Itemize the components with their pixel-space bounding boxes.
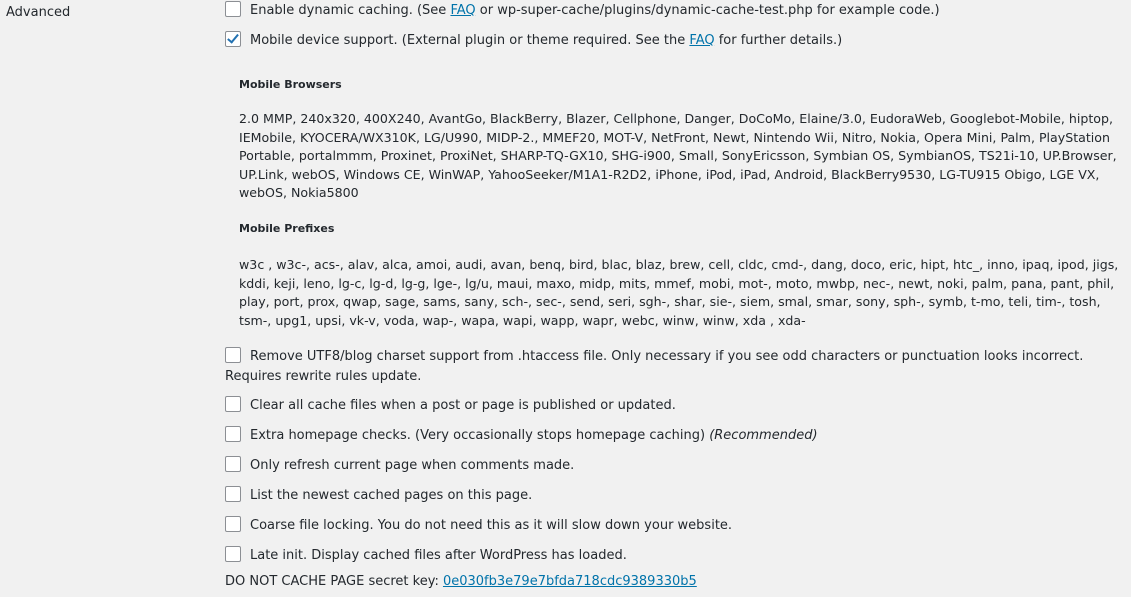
list-newest-text: List the newest cached pages on this page. [250,488,533,503]
mobile-browsers-heading: Mobile Browsers [239,78,342,91]
clear-all-text: Clear all cache files when a post or page is published or updated. [250,398,676,413]
refresh-current-text: Only refresh current page when comments made. [250,458,575,473]
mobile-browsers-list: 2.0 MMP, 240x320, 400X240, AvantGo, BlackBerry, Blazer, Cellphone, Danger, DoCoMo, Elaine/3.0, EudoraWeb, Googlebot-Mobile, hiptop, IEMobile, KYOCERA/WX310K, LG/U990, MIDP-2., MMEF20, MOT-V, NetFront, Newt, Nintendo Wii, Nitro, Nokia, Opera Mini, Palm, PlayStation Portable, portalmmm, Proxinet, ProxiNet, SHARP-TQ-GX10, SHG-i900, Small, SonyEricsson, Symbian OS, SymbianOS, TS21i-10, UP.Browser, UP.Link, webOS, Windows CE, WinWAP, YahooSeeker/M1A1-R2D2, iPhone, iPod, iPad, Android, BlackBerry9530, LG-TU915 Obigo, LGE VX, webOS, Nokia5800 [239,111,1117,200]
late-init-checkbox[interactable] [225,546,241,562]
mobile-support-checkbox[interactable] [225,31,241,47]
mobile-prefixes-heading: Mobile Prefixes [239,222,335,235]
late-init-text: Late init. Display cached files after WordPress has loaded. [250,548,627,563]
secret-key-label: DO NOT CACHE PAGE secret key: [225,574,443,589]
list-newest-checkbox[interactable] [225,486,241,502]
mobile-prefixes-list: w3c , w3c-, acs-, alav, alca, amoi, audi, avan, benq, bird, blac, blaz, brew, cell, cldc, cmd-, dang, doco, eric, hipt, htc_, inno, ipaq, ipod, jigs, kddi, keji, leno, lg-c, lg-d, lg-g, lge-, lg/u, maui, maxo, midp, mits, mmef, mobi, mot-, moto, mwbp, nec-, newt, noki, palm, pana, pant, phil, play, port, prox, qwap, sage, sams, sany, sch-, sec-, send, seri, sgh-, shar, sie-, siem, smal, smar, sony, sph-, symb, t-mo, teli, tim-, tosh, tsm-, upg1, upsi, vk-v, voda, wap-, wapa, wapi, wapp, wapr, webc, winw, winw, xda , xda- [239,257,1119,328]
dynamic-caching-checkbox[interactable] [225,1,241,17]
extra-homepage-checkbox[interactable] [225,426,241,442]
coarse-locking-text: Coarse file locking. You do not need this as it will slow down your website. [250,518,733,533]
option-extra-homepage [225,426,1129,446]
mobile-support-text-after: for further details.) [714,33,843,48]
option-list-newest [225,486,1129,506]
refresh-current-checkbox[interactable] [225,456,241,472]
mobile-support-faq-link[interactable]: FAQ [689,33,715,48]
mobile-support-text-before: Mobile device support. (External plugin or theme required. See the [250,33,690,48]
option-mobile-support [225,31,1129,51]
clear-all-checkbox[interactable] [225,396,241,412]
option-dynamic-caching [225,1,1129,21]
option-refresh-current [225,456,1129,476]
secret-key-row [225,572,1129,592]
dynamic-caching-text-before: Enable dynamic caching. (See [250,3,451,18]
dynamic-caching-text-after: or wp-super-cache/plugins/dynamic-cache-test.php for example code.) [475,3,940,18]
extra-homepage-text: Extra homepage checks. (Very occasionally stops homepage caching) [250,428,710,443]
remove-utf8-text: Remove UTF8/blog charset support from .htaccess file. Only necessary if you see odd characters or punctuation looks incorrect. Requires rewrite rules update. [225,349,1084,384]
option-coarse-locking [225,516,1129,536]
section-label-advanced: Advanced [6,5,71,20]
secret-key-link[interactable]: 0e030fb3e79e7bfda718cdc9389330b5 [442,574,697,589]
dynamic-caching-faq-link[interactable]: FAQ [450,3,476,18]
option-clear-all [225,396,1129,416]
extra-homepage-recommended: (Recommended) [709,428,818,443]
remove-utf8-checkbox[interactable] [225,347,241,363]
coarse-locking-checkbox[interactable] [225,516,241,532]
option-late-init [225,546,1129,566]
option-remove-utf8 [225,347,1129,387]
